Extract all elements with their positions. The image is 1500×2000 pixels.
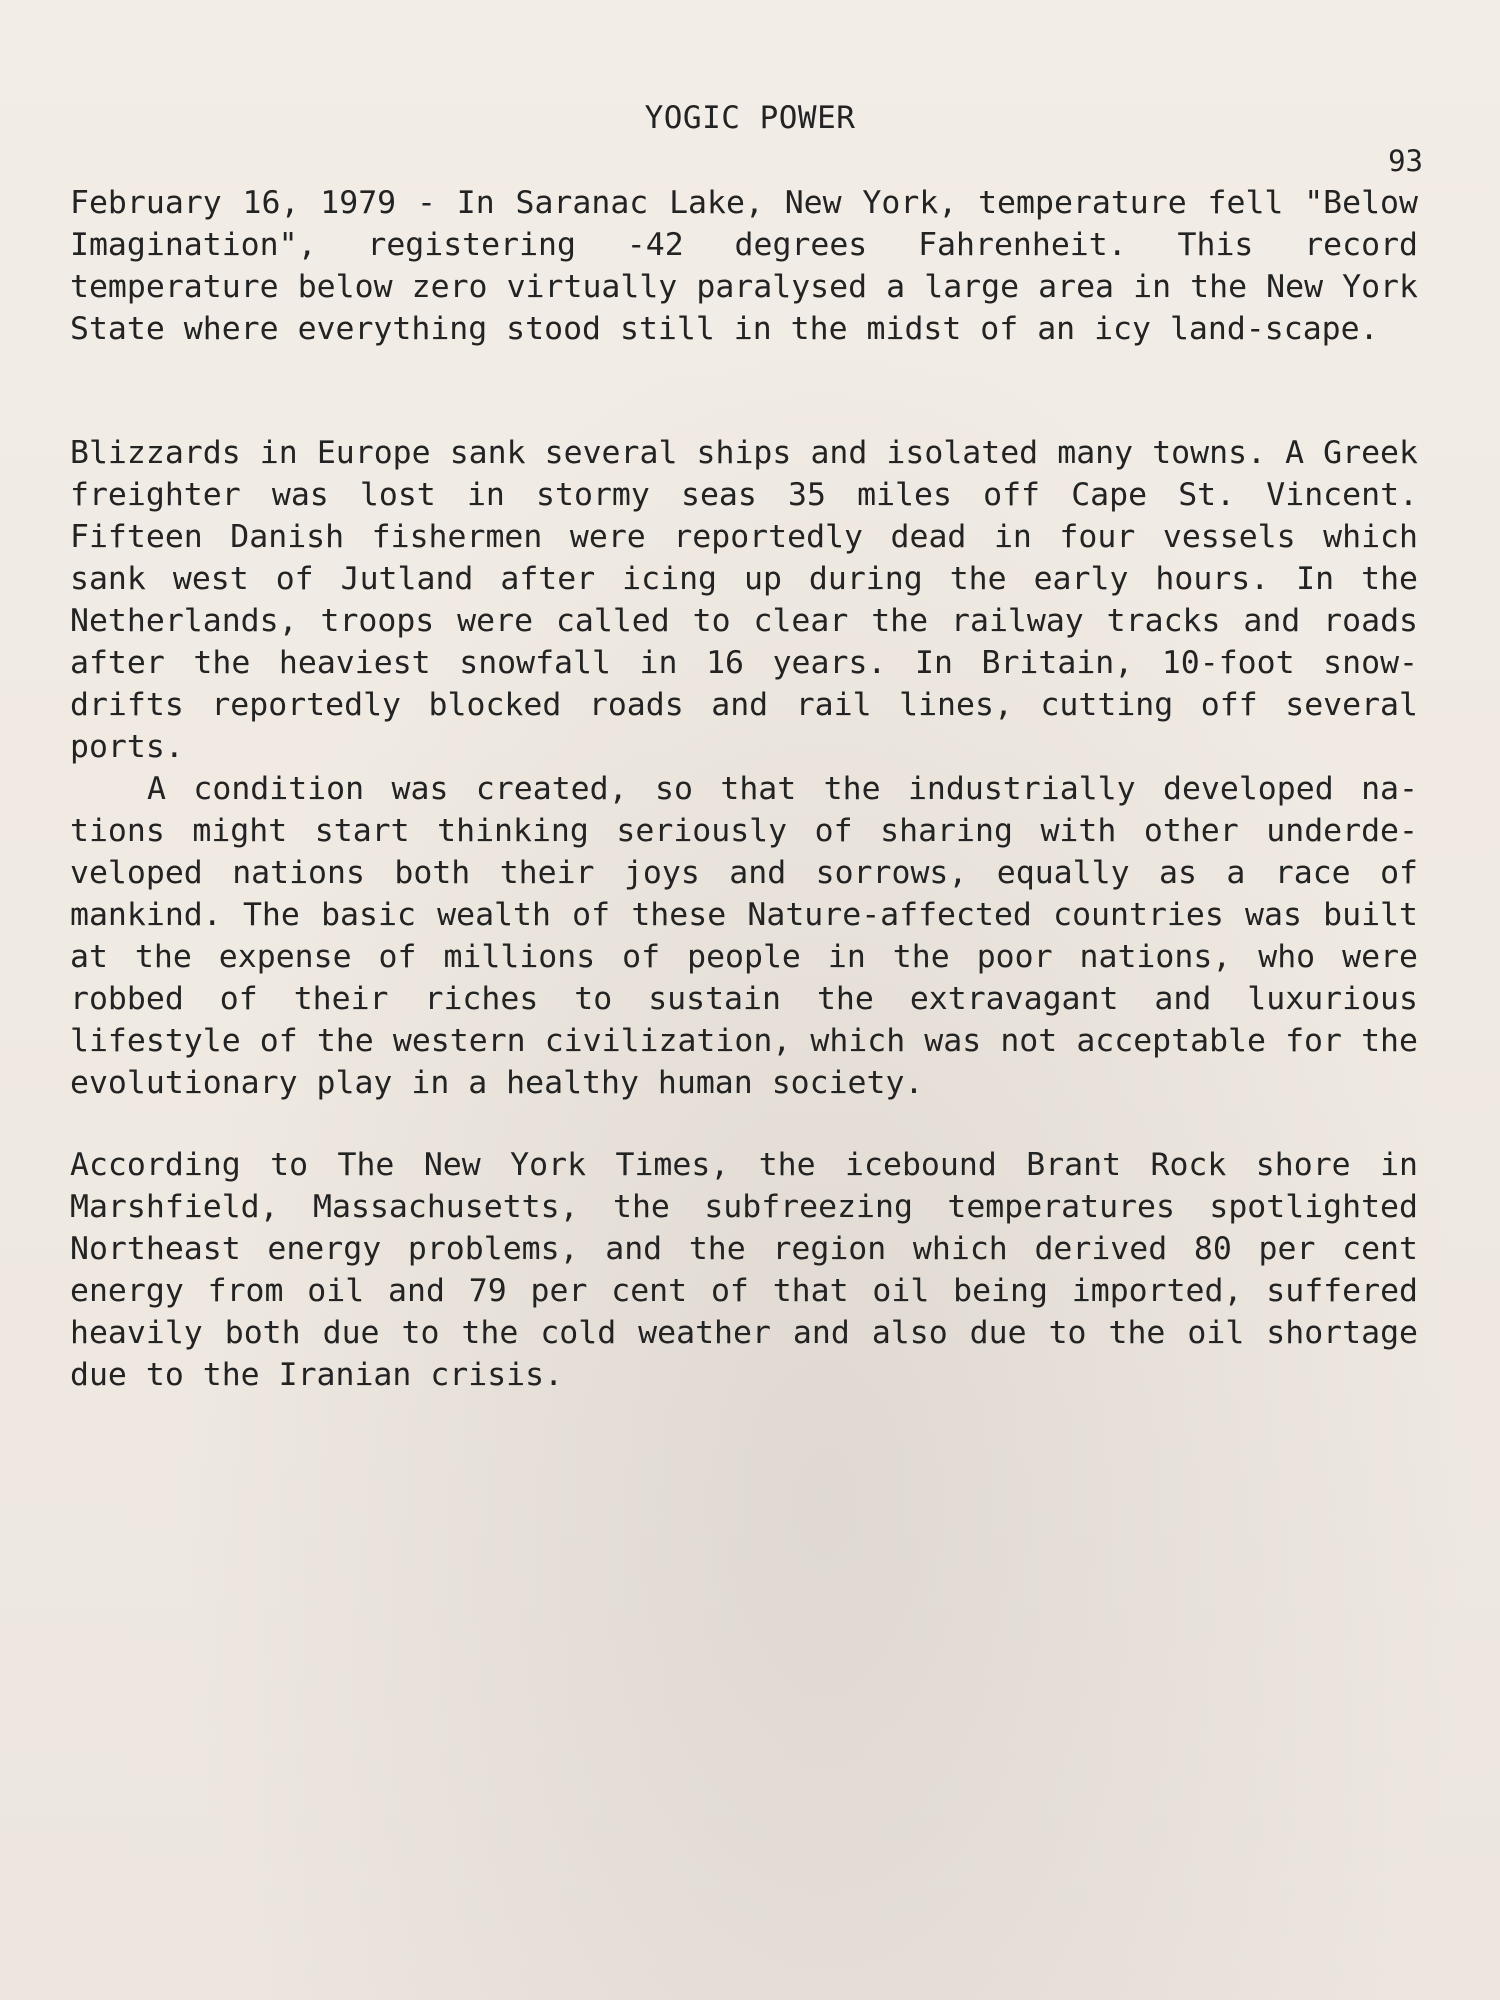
paragraph-4 bbox=[70, 1144, 1418, 1396]
paragraph-3: A condition was created, so that the industrially developed na-tions might start thinking seriously of sharing with other underde-veloped nations both their joys and sorrows, equally as a race of mankind. The basic wealth of these Nature-affected countries was built at the expense of millions of people in the poor nations, who were robbed of their riches to sustain the extravagant and luxurious lifestyle of the western civilization, which was not acceptable for the evolutionary play in a healthy human society. bbox=[70, 771, 1418, 1101]
paragraph-text: According to The New York Times, the icebound Brant Rock shore in Marshfield, Massachusetts, the subfreezing temperatures spotlighted Northeast energy problems, and the region which derived 80 per cent energy from oil and 79 per cent of that oil being imported, suffered heavily both due to the cold weather and also due to the oil shortage due to the Iranian crisis. bbox=[70, 1147, 1418, 1393]
paragraph-group-2 bbox=[70, 432, 1418, 1104]
page-number: 93 bbox=[1388, 144, 1423, 178]
running-header: YOGIC POWER bbox=[644, 100, 856, 136]
paragraph-2: Blizzards in Europe sank several ships and isolated many towns. A Greek freighter was lost in stormy seas 35 miles off Cape St. Vincent. Fifteen Danish fishermen were reportedly dead in four vessels which sank west of Jutland after icing up during the early hours. In the Netherlands, troops were called to clear the railway tracks and roads after the heaviest snowfall in 16 years. In Britain, 10-foot snow-drifts reportedly blocked roads and rail lines, cutting off several ports. bbox=[70, 435, 1418, 765]
paragraph-1 bbox=[70, 182, 1418, 350]
paragraph-text: February 16, 1979 - In Saranac Lake, New York, temperature fell "Below Imagination", registering -42 degrees Fahrenheit. This record temperature below zero virtually paralysed a large area in the New York State where everything stood still in the midst of an icy land-scape. bbox=[70, 185, 1418, 347]
